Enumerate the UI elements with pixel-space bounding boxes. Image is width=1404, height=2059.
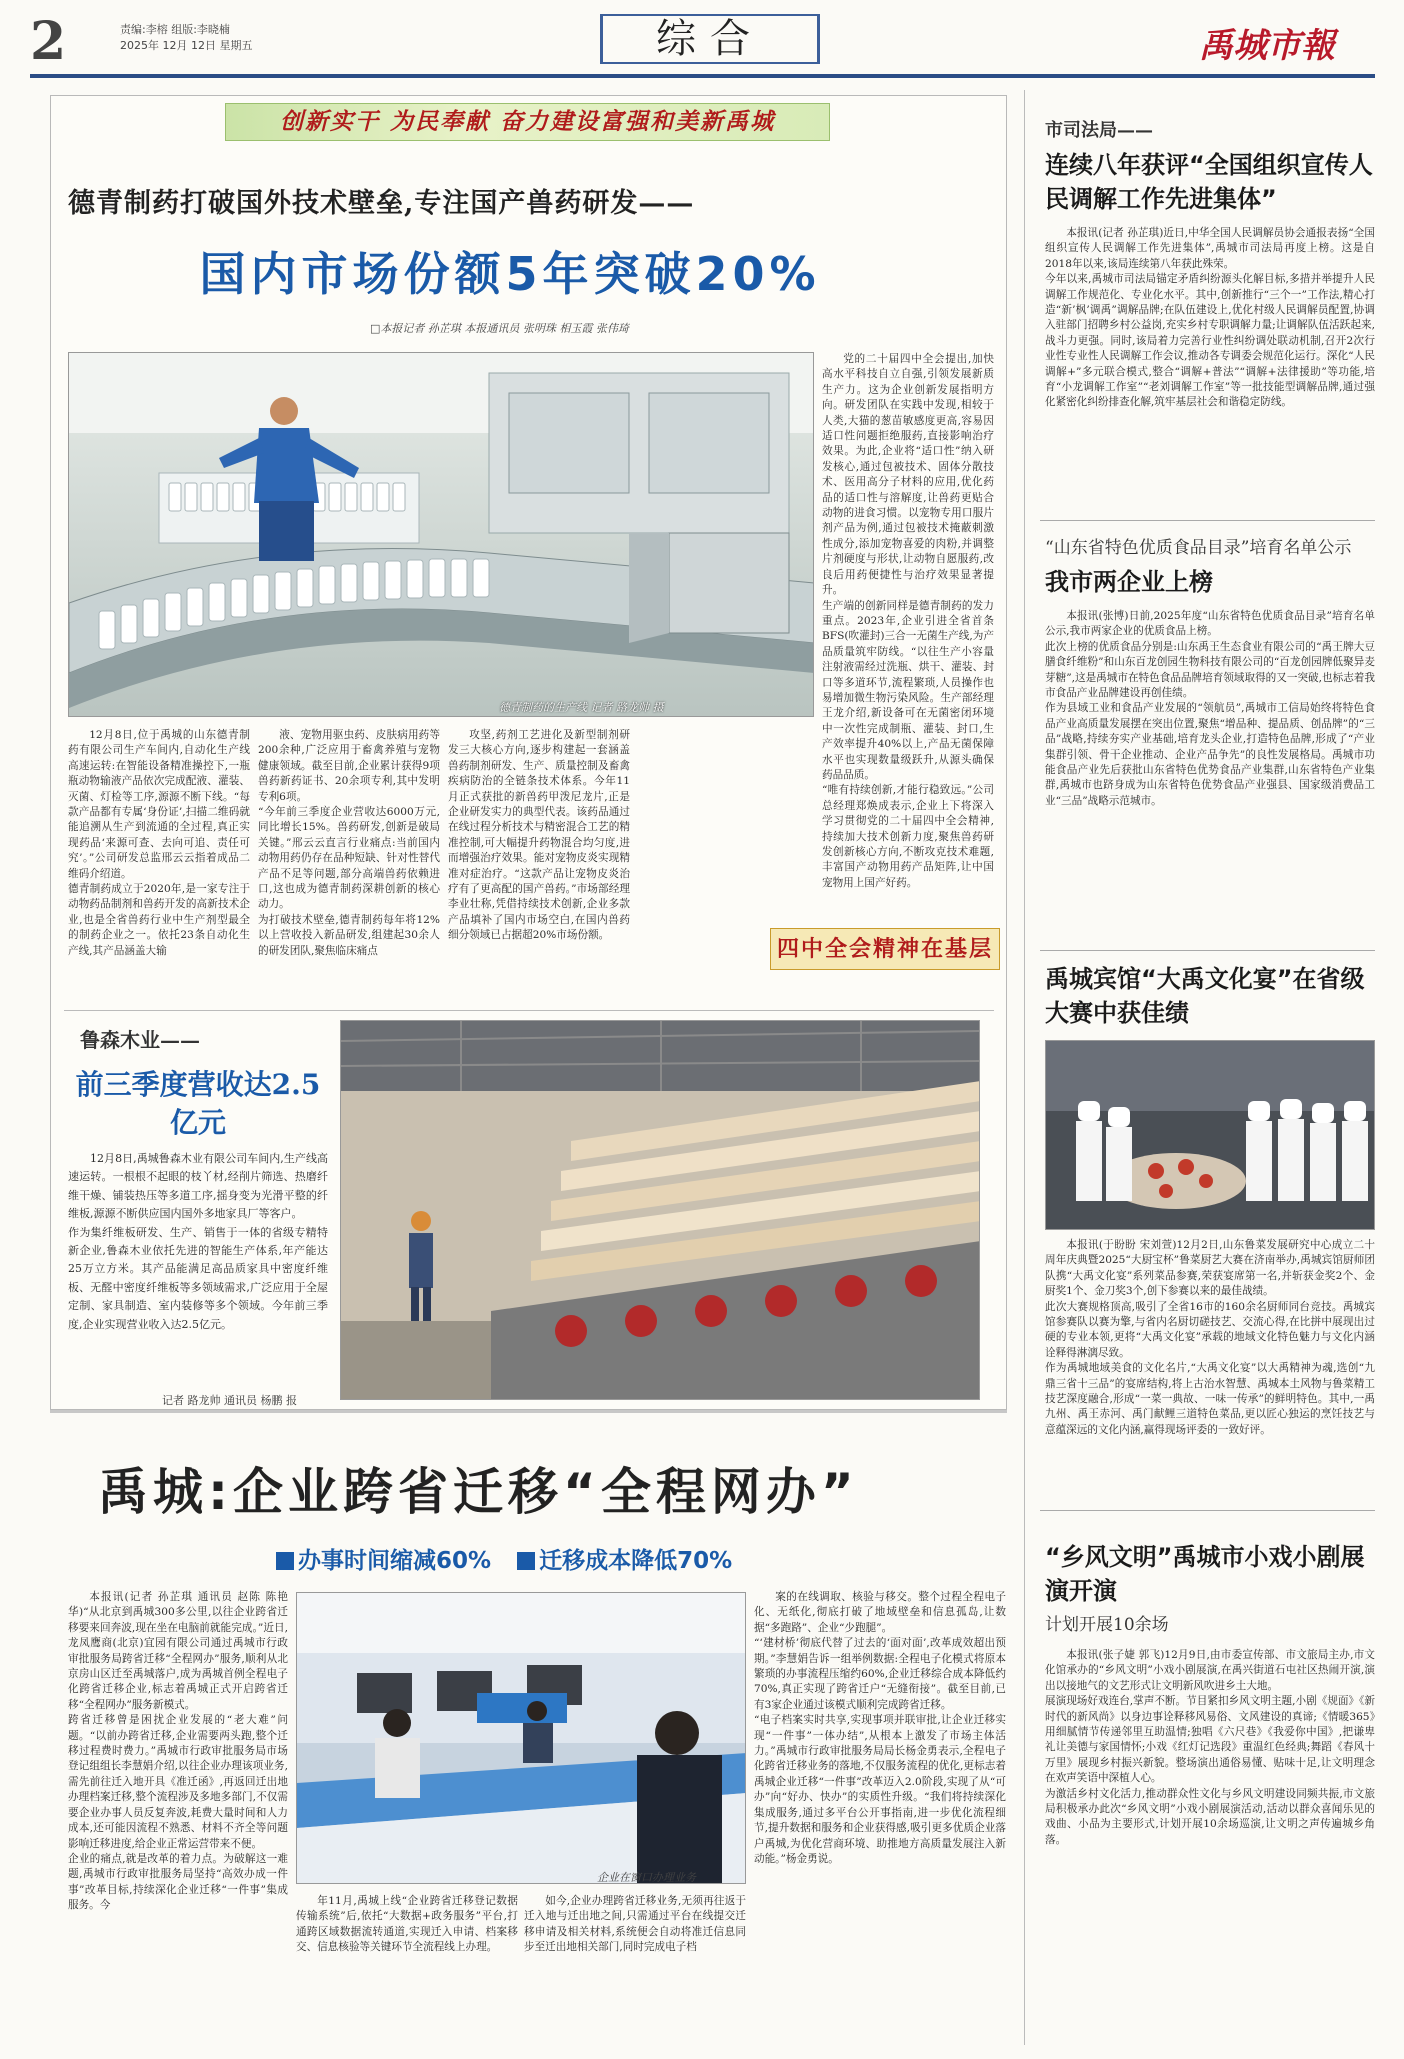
story3-subheads [276, 1542, 876, 1575]
story1-col1: 12月8日,位于禹城的山东德青制药有限公司生产车间内,自动化生产线高速运转:在智能设备精准操控下,一瓶瓶动物输液产品依次完成配液、灌装、灭菌、灯检等工序,源源不断下线。“每款产品都有专属‘身份证’,扫描二维码就能追溯从生产到流通的全过程,真正实现药品‘来源可查、去向可追、责任可究’。”公司研发总监邢云云指着成品二维码介绍道。 德青制药成立于2020年,是一家专注于动物药品制剂和兽药开发的高新技术企业,也是全省兽药行业中生产剂型最全的制药企业之一。依托23条自动化生产线,其产品涵盖大输 [68, 729, 250, 957]
story2-body: 12月8日,禹城鲁森木业有限公司车间内,生产线高速运转。一根根不起眼的枝丫材,经削片筛选、热磨纤维干燥、铺装热压等多道工序,摇身变为光滑平整的纤维板,源源不断供应国内国外多地家具厂等客户。 作为集纤维板研发、生产、销售于一体的省级专精特新企业,鲁森木业依托先进的智能生产体系,年产能达25万立方米。其产品能满足高品质家具中密度纤维板、无醛中密度纤维板等多领域需求,广泛应用于全屋定制、家具制造、室内装修等多个领域。今年前三季度,企业实现营业收入达2.5亿元。 [68, 1152, 328, 1331]
sidebar-rule [1024, 90, 1025, 2045]
editors-line: 责编:李榕 组版:李晓楠 [120, 23, 230, 36]
masthead [30, 11, 1375, 72]
sidebar-story-3 [1045, 962, 1375, 1558]
story1-headline: 国内市场份额5年突破20% [199, 247, 821, 301]
sidebar2-body: 本报讯(张博)日前,2025年度“山东省特色优质食品目录”培育名单公示,我市两家企业的优质食品上榜。 此次上榜的优质食品分别是:山东禹王生态食业有限公司的“禹王牌大豆膳食纤维粉”和山东百龙创园生物科技有限公司的“百龙创园牌低聚异麦芽糖”,这是禹城市在特色食品品牌培育领域取得的又一突破,也标志着我市食品产业品牌建设再创佳绩。 作为县域工业和食品产业发展的“领航员”,禹城市工信局始终将特色食品产业高质量发展摆在突出位置,聚焦“增品种、提品质、创品牌”的“三品”战略,持续夯实产业基础,培育龙头企业,打造特色品牌,形成了“产业集群引领、骨干企业推动、企业产品争先”的良性发展格局。禹城市功能食品产业先后获批山东省特色优势食品产业集群,山东省特色产业集群,禹城市也跻身成为山东省特色优势食品产业强县、国家级消费品工业“三品”战略示范城市。 [1045, 610, 1375, 807]
sidebar4-title: “乡风文明”禹城市小戏小剧展演开演 [1045, 1543, 1365, 1605]
story1-photo-caption: 德青制药的生产线 记者 路龙帅 摄 [499, 701, 664, 714]
sidebar-story-1 [1045, 118, 1375, 514]
production-line-illustration [69, 353, 814, 717]
story1-photo [68, 352, 814, 717]
wood-board-production-illustration [341, 1021, 980, 1400]
story3-divider [50, 1410, 1007, 1413]
section-tag: 四中全会精神在基层 [770, 928, 1000, 970]
sidebar1-body: 本报讯(记者 孙芷琪)近日,中华全国人民调解员协会通报表扬“全国组织宣传人民调解工作先进集体”,禹城市司法局再度上榜。这是自2018年以来,该局连续第八年获此殊荣。 今年以来,禹城市司法局锚定矛盾纠纷源头化解目标,多措并举提升人民调解工作规范化、专业化水平。其中,创新推行“三个一”工作法,精心打造“新’枫’调禹”调解品牌;在队伍建设上,优化村级人民调解员配置,协调入驻部门招聘乡村公益岗,充实乡村专职调解力量;让调解队伍活跃起来,战斗力更强。同时,该局着力完善行业性纠纷调处联动机制,召开2次行业性专业性人民调解工作会议,推动各专调委会规范化运行。深化“人民调解+”多元联合模式,整合“调解+普法”“调解+法律援助”等功能,培育“小龙调解工作室”“老刘调解工作室”等一批技能型调解品牌,通过强化紧密化纠纷排查化解,筑牢基层社会和谐稳定防线。 [1045, 227, 1375, 409]
sidebar3-title: 禹城宾馆“大禹文化宴”在省级大赛中获佳绩 [1045, 965, 1365, 1027]
sidebar-divider [1040, 950, 1375, 951]
story1-col3: 攻坚,药剂工艺进化及新型制剂研发三大核心方向,逐步构建起一套涵盖兽药制剂研发、生产、质量控制及畜禽疾病防治的全链条技术体系。今年11月正式获批的新兽药甲泼尼龙片,正是企业研发实力的典型代表。该药品通过在线过程分析技术与精密混合工艺的精准控制,可大幅提升药物混合均匀度,进而增强治疗效果。能对宠物皮炎实现精准对症治疗。“这款产品让宠物皮炎治疗有了更高配的国产兽药。”市场部经理李业壮称,凭借持续技术创新,企业多款产品填补了国内市场空白,在国内兽药细分领域已占据超20%市场份额。 [448, 729, 630, 942]
page-number: 2 [30, 11, 67, 72]
story2-headline: 前三季度营收达2.5亿元 [75, 1068, 321, 1139]
story3-sub2: 迁移成本降低70% [539, 1548, 733, 1574]
sidebar-divider [1040, 1510, 1375, 1511]
story3-photo [296, 1592, 746, 1884]
sidebar3-photo [1045, 1040, 1375, 1230]
story2-photo [340, 1020, 980, 1400]
sidebar-divider [1040, 520, 1375, 521]
section-title: 综合 [600, 14, 820, 64]
bullet-square-icon [517, 1552, 535, 1570]
story3-col3: 如今,企业办理跨省迁移业务,无须再往返于迁入地与迁出地之间,只需通过平台在线提交迁移申请及相关材料,系统便会自动将准迁信息同步至迁出地相关部门,同时完成电子档 [524, 1895, 746, 1954]
sidebar1-title: 连续八年获评“全国组织宣传人民调解工作先进集体” [1045, 151, 1373, 213]
sidebar4-sub: 计划开展10余场 [1045, 1615, 1169, 1635]
story3-col1: 本报讯(记者 孙芷琪 通讯员 赵陈 陈艳华)“从北京到禹城300多公里,以往企业跨省迁移要来回奔波,现在坐在电脑前就能完成。”近日,龙凤鹰商(北京)宜园有限公司通过禹城市行政审批服务局跨省迁移“全程网办”服务,顺利从北京房山区迁至禹城落户,成为禹城首例全程电子化跨省迁移企业,标志着禹城正式开启跨省迁移“全程网办”服务新模式。 跨省迁移曾是困扰企业发展的“老大难”问题。“以前办跨省迁移,企业需要两头跑,整个迁移过程费时费力。”禹城市行政审批服务局市场登记组组长李慧娟介绍,以往企业办理该项业务,需先前往迁入地开具《准迁函》,再返回迁出地办理档案迁移,整个流程涉及多地多部门,不仅需要企业办事人员反复奔波,耗费大量时间和人力成本,还可能因流程不熟悉、材料不齐全等问题影响迁移进度,给企业正常运营带来不便。 企业的痛点,就是改革的着力点。为破解这一难题,禹城市行政审批服务局坚持“高效办成一件事”改革目标,持续深化企业迁移“一件事”集成服务。今 [68, 1591, 288, 1912]
sidebar-story-2 [1045, 535, 1375, 917]
section-banner: 创新实干 为民奉献 奋力建设富强和美新禹城 [225, 103, 830, 141]
sidebar2-kicker: “山东省特色优质食品目录”培育名单公示 [1045, 538, 1352, 558]
story2-divider [64, 1010, 994, 1011]
date-line: 2025年 12月 12日 星期五 [120, 39, 253, 52]
masthead-meta [120, 22, 252, 54]
sidebar4-body: 本报讯(张子婕 郭飞)12月9日,由市委宣传部、市文旅局主办,市文化馆承办的“乡风文明”小戏小剧展演,在禹兴街道石屯社区热闹开演,演出以接地气的文艺形式让文明新风吹进乡土大地。 展演现场好戏连台,掌声不断。节目紧扣乡风文明主题,小剧《规面》《新时代的新风尚》以身边事诠释移风易俗、文风建设的真谛;《情暖365》用细腻情节传递邻里互助温情;独唱《六尺巷》《我爱你中国》,把谦卑礼让美德与家国情怀;小戏《红灯记选段》重温红色经典;舞蹈《春风十万里》展现乡村振兴新貌。整场演出通俗易懂、贴味十足,让文明理念在欢声笑语中深植人心。 为激活乡村文化活力,推动群众性文化与乡风文明建设同频共振,市文旅局积极承办此次“乡风文明”小戏小剧展演活动,活动以群众喜闻乐见的戏曲、小品为主要形式,计划开展10余场巡演,让文明之声传遍城乡角落。 [1045, 1649, 1375, 1846]
story1-byline: □本报记者 孙芷琪 本报通讯员 张明珠 相玉霞 张伟琦 [370, 322, 629, 335]
story3-headline: 禹城:企业跨省迁移“全程网办” [98, 1463, 859, 1521]
story1-kicker: 德青制药打破国外技术壁垒,专注国产兽药研发—— [68, 188, 695, 219]
story1-col2: 液、宠物用驱虫药、皮肤病用药等200余种,广泛应用于畜禽养殖与宠物健康领域。截至目前,企业累计获得9项兽药新药证书、20余项专利,其中发明专利6项。 “今年前三季度企业营收达6000万元,同比增长15%。兽药研发,创新是破局关键。”邢云云直言行业痛点:当前国内动物用药仍存在品种短缺、针对性替代产品不足等问题,部分高端兽药依赖进口,这也成为德青制药深耕创新的核心动力。 为打破技术壁垒,德青制药每年将12%以上营收投入新品研发,组建起30余人的研发团队,聚焦临床痛点 [258, 729, 440, 957]
story2-credit: 记者 路龙帅 通讯员 杨鹏 报 [162, 1394, 297, 1407]
story3-col2: 年11月,禹城上线“企业跨省迁移登记数据传输系统”后,依托“大数据+政务服务”平台,打通跨区域数据流转通道,实现迁入申请、档案移交、信息核验等关键环节全流程线上办理。 [296, 1895, 518, 1954]
story3-photo-caption: 企业在窗口办理业务 [597, 1871, 696, 1884]
sidebar3-body: 本报讯(于盼盼 宋刘萱)12月2日,山东鲁菜发展研究中心成立二十周年庆典暨2025“大厨宝杯”鲁菜厨艺大赛在济南举办,禹城宾馆厨师团队携“大禹文化宴”系列菜品参赛,荣获宴席第一名,并斩获金奖2个、金厨奖1个、金刀奖3个,创下参赛以来的最佳战绩。 此次大赛规格顶高,吸引了全省16市的160余名厨师同台竞技。禹城宾馆参赛队以赛为擎,与省内名厨切磋技艺、交流心得,在比拼中展现出过硬的专业本领,更将“大禹文化宴”承载的地域文化特色魅力与文化内涵诠释得淋漓尽致。 作为禹城地域美食的文化名片,“大禹文化宴”以大禹精神为魂,选创“九鼎三省十三品”的宴席结构,将上古治水智慧、禹城本土风物与鲁菜精工技艺深度融合,形成“一菜一典故、一味一传承”的鲜明特色。其中,一禹九州、禹王赤河、禹门献鲤三道特色菜品,更以匠心独运的烹饪技艺与意蕴深远的文化内涵,赢得现场评委的一致好评。 [1045, 1239, 1375, 1436]
story3-col4: 案的在线调取、核验与移交。整个过程全程电子化、无纸化,彻底打破了地域壁垒和信息孤岛,让数据“多跑路”、企业“少跑腿”。 “‘建材桥’彻底代替了过去的‘面对面’,改革成效超出预期。”李慧娟告诉一组举例数据:全程电子化模式将原本繁琐的办事流程压缩约60%,企业迁移综合成本降低约70%,真正实现了跨省迁户“无缝衔接”。截至目前,已有3家企业通过该模式顺利完成跨省迁移。 “电子档案实时共享,实现事项并联审批,让企业迁移实现“一件事”一体办结”,从根本上激发了市场主体活力。”禹城市行政审批服务局局长杨金勇表示,全程电子化跨省迁移业务的落地,不仅服务流程的优化,更标志着禹城企业迁移“一件事”改革迈入2.0阶段,实现了从“可办”向“好办、快办”的实质性升级。“我们将持续深化集成服务,通过多平台公开事指南,进一步优化流程细节,提升数据和服务和企业获得感,吸引更多优质企业落户禹城,为优化营商环境、助推地方高质量发展注入新动能。”杨金勇说。 [754, 1591, 1006, 1865]
service-window-illustration [297, 1593, 746, 1884]
masthead-rule [30, 74, 1375, 78]
sidebar2-title: 我市两企业上榜 [1045, 568, 1213, 596]
bullet-square-icon [276, 1552, 294, 1570]
sidebar1-kicker: 市司法局—— [1045, 120, 1153, 141]
paper-logo: 禹城市報 [1199, 26, 1335, 66]
story2-kicker: 鲁森木业—— [80, 1028, 200, 1052]
chef-team-illustration [1046, 1041, 1375, 1230]
sidebar-story-4 [1045, 1540, 1375, 2058]
story1-col4: 党的二十届四中全会提出,加快高水平科技自立自强,引领发展新质生产力。这为企业创新发展指明方向。研发团队在实践中发现,相较于人类,大猫的葱苗敏感度更高,容易因适口性问题拒绝服药,直接影响治疗效果。为此,企业将“适口性”纳入研发核心,通过包被技术、固体分散技术、医用高分子材料的应用,优化药品的适口性与溶解度,让兽药更贴合动物的进食习惯。以宠物专用口服片剂产品为例,通过包被技术掩蔽刺激性成分,添加宠物喜爱的肉粉,并调整片剂硬度与形状,让动物自愿服药,改良后用药便捷性与治疗效果显著提升。 生产端的创新同样是德青制药的发力重点。2023年,企业引进全省首条BFS(吹灌封)三合一无菌生产线,为产品质量筑牢防线。“以往生产小容量注射液需经过洗瓶、烘干、灌装、封口等多道环节,流程繁琐,人员操作也易增加微生物污染风险。生产部经理王龙介绍,新设备可在无菌密闭环境中一次性完成制瓶、灌装、封口,生产效率提升40%以上,产品无菌保障水平也实现数量级跃升,从源头确保药品品质。 “唯有持续创新,才能行稳致远。”公司总经理郑焕成表示,企业上下将深入学习贯彻党的二十届四中全会精神,持续加大技术创新力度,聚焦兽药研发创新核心方向,不断攻克技术难题,丰富国产动物用药产品矩阵,让中国宠物用上国产好药。 [822, 353, 994, 889]
story3-sub1: 办事时间缩减60% [298, 1548, 492, 1574]
